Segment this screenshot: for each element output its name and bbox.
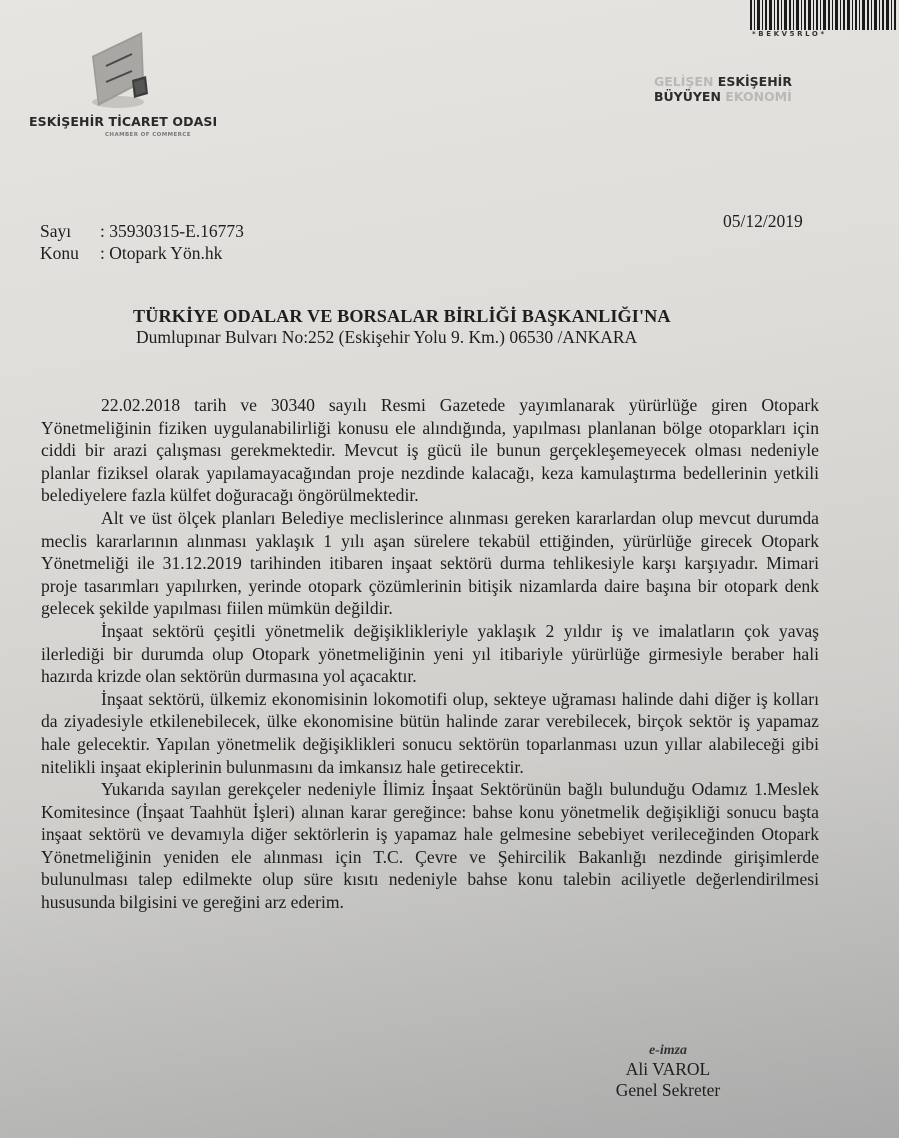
organization-name: ESKİŞEHİR TİCARET ODASI — [29, 114, 218, 129]
body-paragraph: Yukarıda sayılan gerekçeler nedeniyle İlimiz İnşaat Sektörünün bağlı bulunduğu Odamız 1.Meslek Komitesince (İnşaat Taahhüt İşleri) alınan karar gereğince: bahse konu yönetmelik değişikliği sonucu başta inşaat sektörü ve devamıyla diğer sektörlerin iş yapamaz hale gelmesine sebebiyet verileceğinden Otopark Yönetmeliğinin yeniden ele alınması için T.C. Çevre ve Şehircilik Bakanlığı nezdinde girişimlerde bulunulması talep edilmekte olup süre kısıtı nedeniyle bahse konu talebin aciliyetle değerlendirilmesi hususunda bilgisini ve gereğini arz ederim. — [41, 779, 819, 913]
subject-label: Konu — [40, 243, 79, 263]
organization-subtitle: CHAMBER OF COMMERCE — [105, 132, 191, 138]
letter-body — [41, 394, 819, 914]
barcode-code: *BEKV5RLO* — [752, 30, 827, 38]
slogan-line2-dark: BÜYÜYEN — [654, 89, 726, 104]
slogan-line1-light: GELİŞEN — [654, 74, 718, 89]
chamber-building-logo-icon — [86, 26, 156, 111]
signatory-name: Ali VAROL — [625, 1059, 711, 1079]
reference-number-label: Sayı — [40, 221, 72, 241]
slogan — [654, 74, 792, 104]
document-date: 05/12/2019 — [723, 211, 803, 231]
e-signature-mark: e-imza — [648, 1043, 688, 1058]
slogan-line2-light: EKONOMİ — [725, 89, 792, 104]
signatory-role: Genel Sekreter — [615, 1080, 721, 1100]
reference-number-row — [40, 220, 244, 242]
body-paragraph: 22.02.2018 tarih ve 30340 sayılı Resmi Gazetede yayımlanarak yürürlüğe giren Otopark Yönetmeliğinin fiziken uygulanabilirliği konusu ele alındığında, yapılması planlanan bölge otoparkları için ciddi bir arazi çalışması gerekmektedir. Mevcut iş gücü ile bunun gerçekleşemeyecek olması nedeniyle planlar fiziksel olarak yapılamayacağından proje nezdinde kalacağı, keza kamulaştırma bedellerinin yetkili belediyelere fazla külfet doğuracağı öngörülmektedir. — [41, 395, 819, 506]
body-paragraph: İnşaat sektörü çeşitli yönetmelik değişiklikleriyle yaklaşık 2 yıldır iş ve imalatların çok yavaş ilerlediği bir durumda olup Otopark yönetmeliğinin yeni yıl itibariyle yürürlüğe girmesiyle beraber hali hazırda krizde olan sektörün durmasına yol açacaktır. — [41, 620, 819, 687]
addressee-address: Dumlupınar Bulvarı No:252 (Eskişehir Yolu 9. Km.) 06530 /ANKARA — [136, 327, 638, 347]
subject-row — [40, 242, 244, 264]
document-meta — [40, 220, 244, 264]
addressee-title: TÜRKİYE ODALAR VE BORSALAR BİRLİĞİ BAŞKANLIĞI'NA — [133, 306, 671, 326]
signature-block — [596, 1043, 740, 1101]
barcode-icon — [750, 0, 896, 30]
body-paragraph: Alt ve üst ölçek planları Belediye meclislerince alınması gereken kararlardan olup mevcut durumda meclis kararlarının alınması yaklaşık 1 yılı aşan sürelere tekabül ettiğinden, yürürlüğe girecek Otopark Yönetmeliği ile 31.12.2019 tarihinden itibaren inşaat sektörü durma tehlikesiyle karşı karşıyadır. Mimari proje tasarımları yapılırken, yerinde otopark çözümlerinin bitişik nizamlarda daire başına bir otopark denk gelecek şekilde yapılması fiilen mümkün değildir. — [41, 507, 819, 619]
body-paragraph: İnşaat sektörü, ülkemiz ekonomisinin lokomotifi olup, sekteye uğraması halinde dahi diğer iş kolları da ziyadesiyle etkilenebilecek, ülke ekonomisine bütün halinde zarar verebilecek, birçok sektör iş yapamaz hale gelecektir. Yapılan yönetmelik değişiklikleri sonucu sektörün toparlanması uzun yıllar alabileceği gibi nitelikli inşaat ekiplerinin bulunmasını da imkansız hale getirecektir. — [41, 688, 819, 777]
subject-value: : Otopark Yön.hk — [100, 243, 223, 263]
reference-number-value: : 35930315-E.16773 — [100, 221, 244, 241]
slogan-line1-dark: ESKİŞEHİR — [717, 74, 792, 89]
